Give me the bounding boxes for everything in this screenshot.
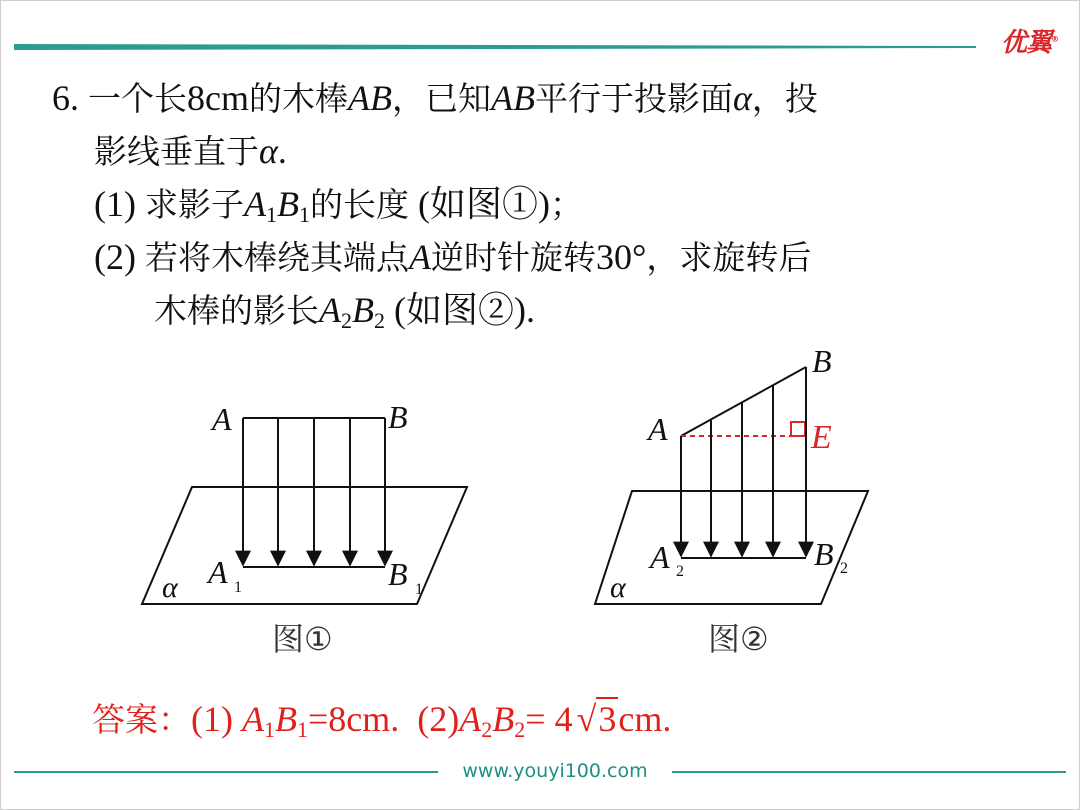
q-text: 影线垂直于: [94, 132, 259, 171]
q-sub: 2: [374, 308, 385, 333]
q-var: B: [352, 290, 374, 330]
q-var: A: [319, 290, 341, 330]
label-a2-sub: 2: [676, 563, 684, 580]
label-a2: A: [650, 539, 670, 575]
q-var: α: [732, 78, 752, 118]
q-var: B: [276, 184, 299, 224]
q-sub: 1: [298, 202, 310, 227]
q-text: ；: [549, 185, 583, 224]
q-var: α: [259, 131, 278, 171]
label-a1: A: [208, 554, 228, 590]
q-text: ，求旋转后: [646, 238, 812, 277]
brand-logo: [1001, 22, 1058, 59]
figure-2-caption: 图②: [708, 620, 769, 658]
label-b: B: [812, 343, 832, 379]
part-label: (2): [94, 237, 136, 277]
q-text: 逆时针旋转: [430, 238, 596, 277]
answer-coef: 4: [554, 699, 573, 739]
sqrt-symbol: [573, 698, 619, 740]
label-a: A: [212, 401, 232, 437]
q-var: AB: [490, 78, 535, 118]
footer-url[interactable]: www.youyi100.com: [462, 760, 648, 782]
answer-part-label: (2): [417, 699, 460, 739]
answer-var: B: [274, 699, 297, 739]
footer-rule-right: [672, 771, 1066, 773]
q-text: 求影子: [144, 185, 244, 224]
label-alpha: α: [610, 571, 626, 604]
header-rule: [14, 44, 976, 50]
brand-mark: ®: [1051, 34, 1058, 44]
q-text: ，投: [751, 79, 818, 118]
q-text: ，已知: [391, 79, 491, 118]
right-angle-mark: [791, 422, 805, 436]
answer-eq: =: [525, 699, 546, 739]
answer-sub: 1: [296, 717, 308, 742]
answer-var: A: [241, 699, 264, 739]
answer-sub: 2: [481, 717, 493, 742]
footer: [14, 760, 1066, 784]
answer-unit: cm.: [618, 699, 672, 739]
answer-value: =8cm.: [307, 699, 400, 739]
label-b2-sub: 2: [840, 560, 848, 577]
label-e: E: [811, 419, 832, 456]
q-text: .: [525, 290, 535, 330]
answer-part-label: (1): [191, 699, 233, 739]
q-var: A: [408, 237, 431, 277]
question-part-1: [52, 178, 1042, 231]
q-text: .: [277, 131, 287, 171]
question-block: [52, 72, 1042, 337]
q-sub: 1: [265, 202, 277, 227]
answer-var: B: [492, 699, 515, 739]
question-part-2: [52, 231, 1042, 284]
radical-sign: √: [576, 699, 597, 739]
label-b2: B: [814, 536, 834, 572]
q-length: 8cm: [187, 78, 249, 118]
answer-prefix: 答案：: [92, 700, 191, 739]
q-var: AB: [347, 78, 392, 118]
figure-1: [140, 395, 490, 610]
figure-1-caption: 图①: [272, 620, 333, 658]
q-text: 的木棒: [248, 79, 348, 118]
radicand: 3: [598, 699, 617, 739]
rotated-rod-ab: [681, 367, 806, 436]
label-b: B: [388, 399, 408, 435]
answer-sub: 1: [263, 717, 275, 742]
q-text: 一个长: [88, 79, 187, 118]
brand-logo-text: 优翼: [1000, 28, 1051, 58]
answer-sub: 2: [514, 717, 526, 742]
q-text: 的长度: [309, 185, 409, 224]
footer-rule-left: [14, 771, 438, 773]
question-part-2-cont: [52, 284, 1042, 337]
q-angle: 30°: [595, 237, 647, 277]
answer-var: A: [459, 699, 482, 739]
q-sub: 2: [341, 308, 352, 333]
label-b1-sub: 1: [415, 581, 423, 598]
label-a1-sub: 1: [234, 579, 242, 596]
question-line-2: [52, 125, 1042, 178]
answer-line: [92, 694, 671, 741]
q-text: 木棒的影长: [154, 291, 319, 330]
figure-2: [590, 340, 890, 610]
question-line-1: [52, 72, 1042, 125]
q-text: 若将木棒绕其端点: [144, 238, 409, 277]
label-alpha: α: [162, 571, 178, 604]
q-text: 平行于投影面: [534, 79, 733, 118]
label-b1: B: [388, 556, 408, 592]
part-label: (1): [94, 184, 136, 224]
q-var: A: [243, 184, 266, 224]
figure-ref: (如图①): [417, 184, 550, 224]
question-number: 6.: [52, 78, 79, 118]
figure-ref: (如图②): [394, 290, 526, 330]
label-a: A: [648, 411, 668, 447]
